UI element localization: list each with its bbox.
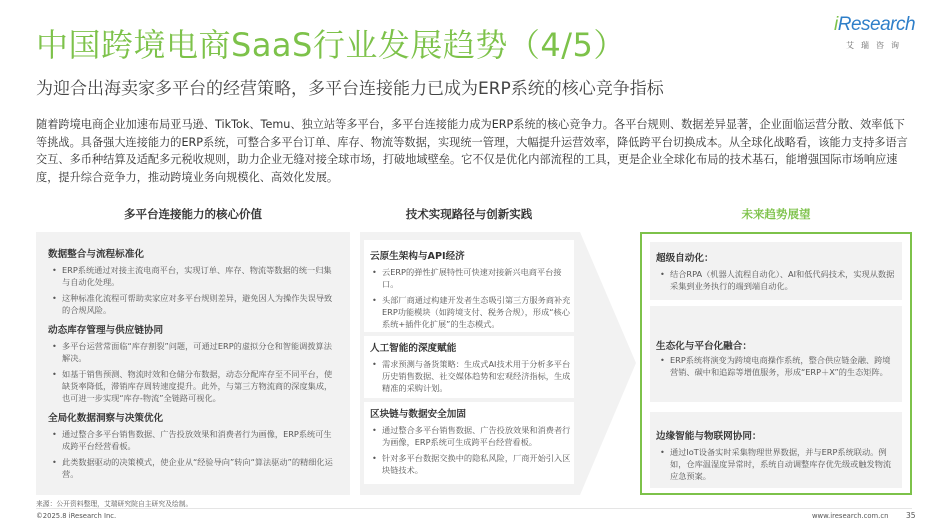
page-number: 35 — [906, 511, 916, 520]
logo-brand: iResearch — [834, 14, 916, 35]
trend-title: 超级自动化： — [656, 253, 714, 264]
section-title: 人工智能的深度赋能 — [370, 343, 457, 354]
bullet-item: • 需求预测与备货策略：生成式AI技术用于分析多平台历史销售数据、社交媒体趋势和宏观经济指标，生成精准的采购计划。 — [372, 358, 572, 394]
bullet-item: • 头部厂商通过构建开发者生态吸引第三方服务商补充ERP功能模块（如跨境支付、税务合规），形成“核心系统+插件化扩展”的生态模式。 — [372, 294, 572, 330]
bullet-item: • 如基于销售预测、物流时效和仓储分布数据，动态分配库存至不同平台，使缺货率降低，滞销库存周转速度提升。此外，与第三方物流商的深度集成，也可进一步实现“库存-物流”全链路可视化。 — [52, 368, 338, 404]
trend-title: 边缘智能与物联网协同： — [656, 431, 762, 442]
section-title: 数据整合与流程标准化 — [48, 249, 144, 260]
column-heading-core-value: 多平台连接能力的核心价值 — [124, 207, 262, 221]
bullet-item: • 通过整合多平台销售数据、广告投放效果和消费者行为画像，ERP系统可生成跨平台经营看板。 — [372, 424, 572, 448]
page-title: 中国跨境电商SaaS行业发展趋势（4/5） — [36, 26, 626, 64]
column-heading-tech-path: 技术实现路径与创新实践 — [405, 207, 533, 221]
bullet-item: • 针对多平台数据交换中的隐私风险，厂商开始引入区块链技术。 — [372, 452, 572, 476]
bullet-item: • 通过整合多平台销售数据、广告投放效果和消费者行为画像，ERP系统可生成跨平台经营看板。 — [52, 428, 338, 452]
bullet-item: • 结合RPA（机器人流程自动化）、AI和低代码技术，实现从数据采集到业务执行的端到端自动化。 — [660, 268, 896, 292]
section-title: 云原生架构与API经济 — [370, 251, 465, 262]
bullet-item: • ERP系统将演变为跨境电商操作系统，整合供应链金融、跨境营销、碳中和追踪等增值服务，形成“ERP＋X”的生态矩阵。 — [660, 354, 896, 378]
bullet-item: • ERP系统通过对接主流电商平台，实现订单、库存、物流等数据的统一归集与自动化处理。 — [52, 264, 338, 288]
trend-title: 生态化与平台化融合： — [656, 341, 752, 352]
intro-paragraph: 随着跨境电商企业加速布局亚马逊、TikTok、Temu、独立站等多平台，多平台连接能力成为ERP系统的核心竞争力。各平台规则、数据差异显著，企业面临运营分散、效率低下等挑战。具备强大连接能力的ERP系统，可整合多平台订单、库存、物流等数据，实现统一管理，大幅提升运营效率，降低跨平台切换成本。从全球化战略看，该能力支持多语言交互、多币种结算及适配多元税收规则，助力企业无缝对接全球市场，打破地域壁垒。它不仅是优化内部流程的工具，更是企业全球化布局的技术基石，能增强国际市场响应速度，提升综合竞争力，推动跨境业务向规模化、高效化发展。 — [36, 118, 908, 184]
section-title: 全局化数据洞察与决策优化 — [48, 413, 164, 424]
bullet-item: • 云ERP的弹性扩展特性可快速对接新兴电商平台接口。 — [372, 266, 572, 290]
bullet-item: • 此类数据驱动的决策模式，使企业从“经验导向”转向“算法驱动”的精细化运营。 — [52, 456, 338, 480]
section-title: 区块链与数据安全加固 — [370, 409, 466, 420]
copyright: ©2025.8 iResearch Inc. — [36, 512, 117, 520]
bullet-item: • 多平台运营常面临“库存割裂”问题，可通过ERP的虚拟分仓和智能调拨算法解决。 — [52, 340, 338, 364]
iresearch-logo — [834, 14, 914, 56]
section-title: 动态库存管理与供应链协同 — [48, 325, 164, 336]
bullet-item: • 通过IoT设备实时采集物理世界数据，并与ERP系统联动。例如，仓库温湿度异常时，系统自动调整库存优先级或触发物流应急预案。 — [660, 446, 896, 482]
website-link[interactable]: www.iresearch.com.cn — [812, 512, 889, 520]
column-heading-future-trends: 未来趋势展望 — [741, 207, 811, 221]
footer-divider — [36, 508, 912, 509]
source-note: 来源：公开资料整理，艾瑞研究院自主研究及绘制。 — [36, 500, 193, 508]
logo-subtitle: 艾瑞咨询 — [846, 41, 906, 50]
bullet-item: • 这种标准化流程可帮助卖家应对多平台规则差异，避免因人为操作失误导致的合规风险。 — [52, 292, 338, 316]
page-subtitle: 为迎合出海卖家多平台的经营策略，多平台连接能力已成为ERP系统的核心竞争指标 — [36, 79, 664, 99]
